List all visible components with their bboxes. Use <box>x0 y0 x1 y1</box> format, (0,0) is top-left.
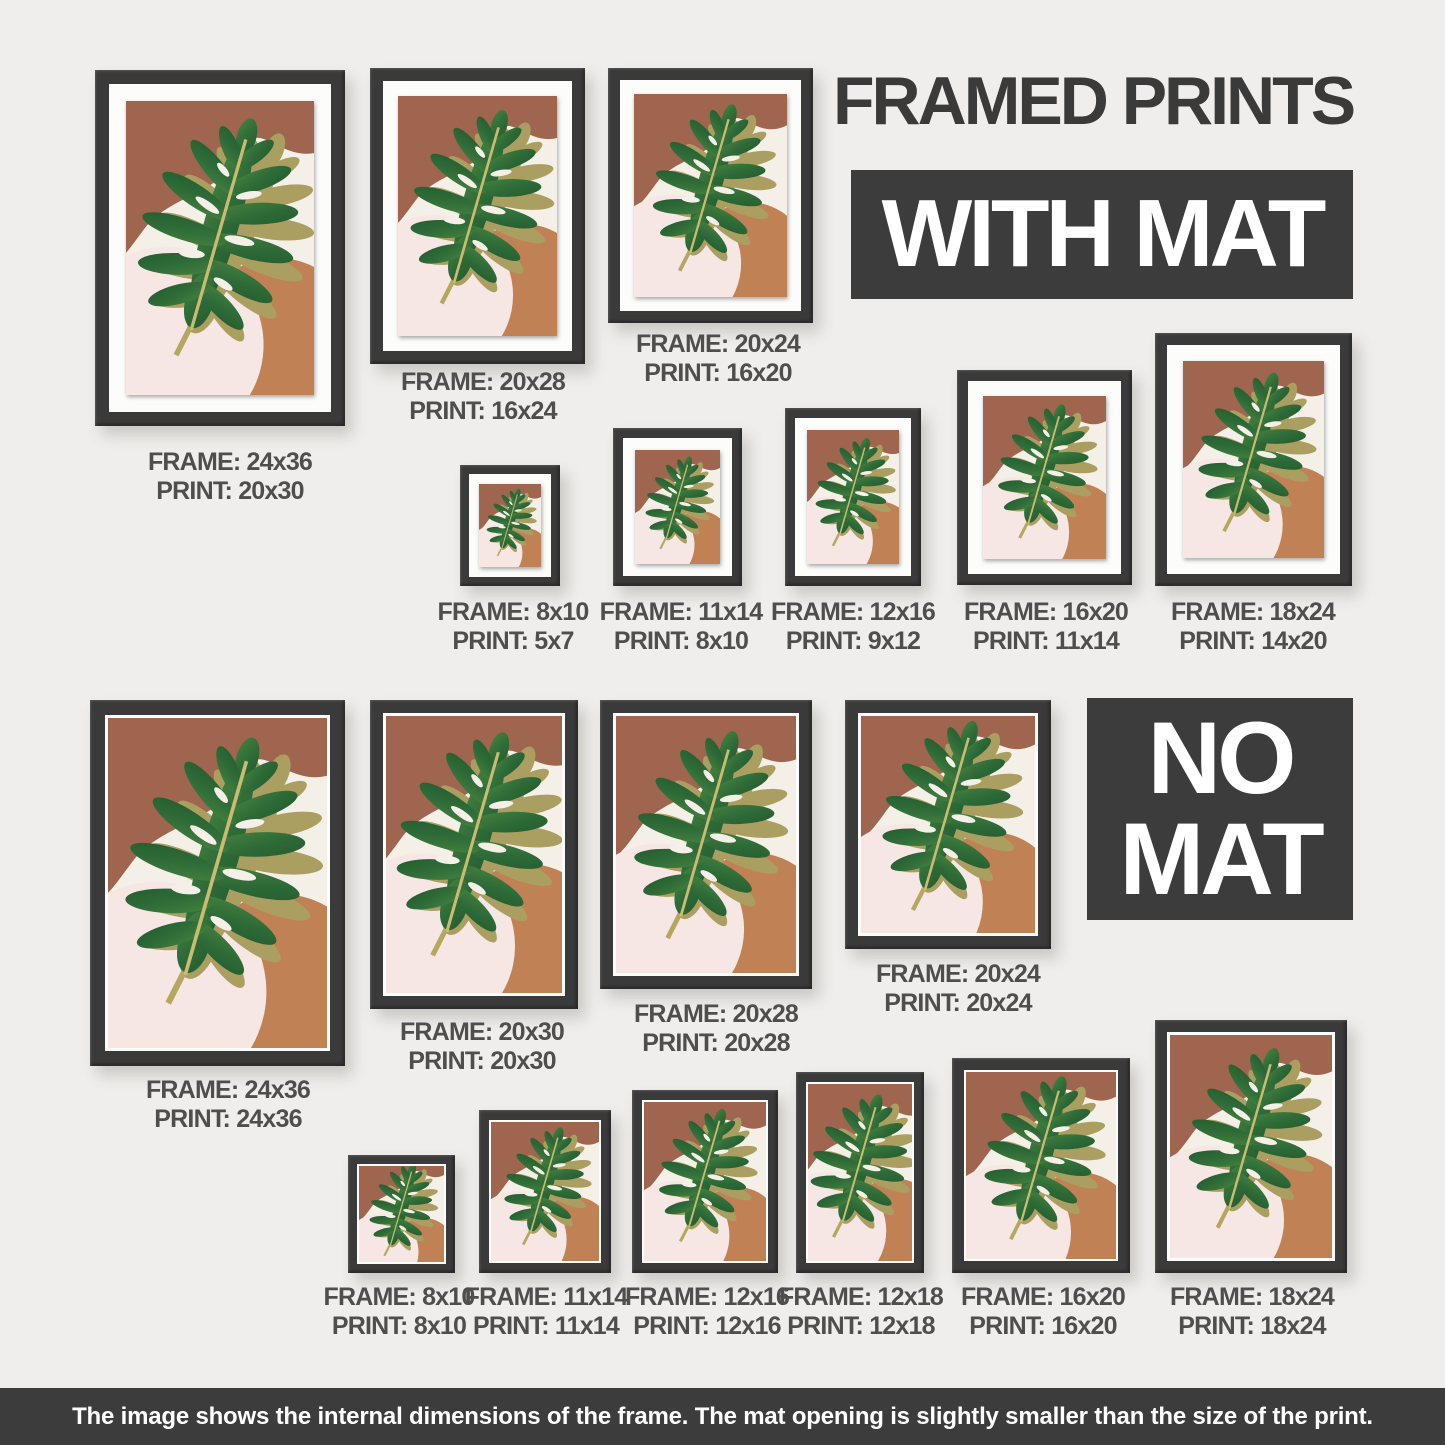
mat-board <box>968 381 1121 574</box>
no-mat-line2: MAT <box>1119 802 1321 916</box>
monstera-print-artwork <box>479 484 541 567</box>
no-mat-frame-18x24 <box>1155 1020 1347 1273</box>
print-size: PRINT: 16x24 <box>409 397 557 425</box>
print-size: PRINT: 24x36 <box>154 1105 302 1133</box>
size-label <box>771 598 935 656</box>
monstera-print-artwork <box>386 716 562 993</box>
size-label <box>324 1283 475 1341</box>
no-mat-heading <box>1087 698 1353 920</box>
frame-size: FRAME: 12x18 <box>778 1283 944 1311</box>
frame-size: FRAME: 20x28 <box>400 368 566 396</box>
monstera-print-artwork <box>1170 1035 1332 1258</box>
with-mat-frame-16x20 <box>957 370 1132 585</box>
frame-lip <box>964 1070 1118 1261</box>
frame-lip <box>1167 1032 1335 1261</box>
print-size: PRINT: 20x28 <box>642 1029 790 1057</box>
frame-size: FRAME: 12x16 <box>624 1283 790 1311</box>
frame-size: FRAME: 12x16 <box>770 598 936 626</box>
print-size: PRINT: 5x7 <box>452 627 574 655</box>
size-label <box>961 1283 1125 1341</box>
disclaimer-text: The image shows the internal dimensions of the frame. The mat opening is slightly smaller than the size of the print. <box>72 1402 1373 1430</box>
monstera-print-artwork <box>126 101 314 395</box>
monstera-print-artwork <box>644 1102 766 1261</box>
print-size: PRINT: 12x16 <box>633 1312 781 1340</box>
mat-board <box>795 418 911 576</box>
monstera-print-artwork <box>807 430 899 564</box>
print-size: PRINT: 9x12 <box>785 627 921 655</box>
frame-size: FRAME: 8x10 <box>437 598 589 626</box>
with-mat-frame-11x14 <box>613 428 742 586</box>
no-mat-frame-12x18 <box>796 1072 924 1273</box>
with-mat-frame-24x36 <box>95 70 345 426</box>
print-size: PRINT: 8x10 <box>331 1312 467 1340</box>
frame-lip <box>489 1120 601 1263</box>
print-size: PRINT: 18x24 <box>1178 1312 1326 1340</box>
no-mat-frame-11x14 <box>479 1110 611 1273</box>
with-mat-frame-12x16 <box>785 408 921 586</box>
size-label <box>438 598 589 656</box>
frame-size: FRAME: 20x28 <box>633 1000 799 1028</box>
monstera-print-artwork <box>1183 361 1324 558</box>
size-label <box>465 1283 628 1341</box>
with-mat-frame-20x28 <box>370 68 585 364</box>
print-size: PRINT: 11x14 <box>472 1312 620 1340</box>
size-label <box>779 1283 943 1341</box>
disclaimer-bar <box>0 1388 1445 1445</box>
frame-lip <box>806 1082 914 1263</box>
monstera-print-artwork <box>635 450 720 564</box>
size-label <box>1171 598 1335 656</box>
size-label <box>625 1283 789 1341</box>
no-mat-line1: NO <box>1147 701 1293 815</box>
print-size: PRINT: 12x18 <box>787 1312 935 1340</box>
page-title: FRAMED PRINTS <box>832 63 1354 139</box>
monstera-print-artwork <box>861 716 1035 933</box>
no-mat-frame-20x24 <box>845 700 1051 949</box>
monstera-print-artwork <box>491 1122 599 1261</box>
monstera-print-artwork <box>108 718 327 1048</box>
no-mat-frame-12x16 <box>632 1090 778 1273</box>
mat-board <box>623 438 732 576</box>
print-size: PRINT: 16x20 <box>644 359 792 387</box>
monstera-print-artwork <box>616 716 796 973</box>
frame-size: FRAME: 11x14 <box>464 1283 628 1311</box>
print-size: PRINT: 20x30 <box>156 477 304 505</box>
frame-size: FRAME: 8x10 <box>323 1283 475 1311</box>
monstera-print-artwork <box>966 1072 1116 1259</box>
with-mat-frame-20x24 <box>608 68 813 323</box>
monstera-print-artwork <box>808 1084 912 1261</box>
size-label <box>636 330 800 388</box>
size-label <box>964 598 1128 656</box>
frame-size: FRAME: 16x20 <box>960 1283 1126 1311</box>
mat-board <box>1167 345 1340 574</box>
mat-board <box>469 474 551 577</box>
frame-size: FRAME: 24x36 <box>145 1076 311 1104</box>
frame-size: FRAME: 11x14 <box>599 598 763 626</box>
no-mat-frame-20x28 <box>600 700 812 989</box>
size-label <box>148 448 312 506</box>
monstera-print-artwork <box>398 96 557 336</box>
frame-lip <box>357 1164 446 1264</box>
mat-board <box>383 81 572 351</box>
size-label <box>400 1018 564 1076</box>
size-label <box>600 598 763 656</box>
size-label <box>876 960 1040 1018</box>
with-mat-frame-8x10 <box>460 465 560 586</box>
print-size: PRINT: 20x30 <box>408 1047 556 1075</box>
frame-size: FRAME: 18x24 <box>1169 1283 1335 1311</box>
size-label <box>401 368 565 426</box>
no-mat-frame-8x10 <box>348 1155 455 1273</box>
mat-board <box>109 84 331 412</box>
frame-size: FRAME: 20x30 <box>399 1018 565 1046</box>
print-size: PRINT: 14x20 <box>1179 627 1327 655</box>
no-mat-frame-24x36 <box>90 700 345 1066</box>
with-mat-heading: WITH MAT <box>851 170 1353 299</box>
size-label <box>634 1000 798 1058</box>
frame-size: FRAME: 16x20 <box>963 598 1129 626</box>
frame-size: FRAME: 24x36 <box>147 448 313 476</box>
monstera-print-artwork <box>634 94 787 297</box>
print-size: PRINT: 20x24 <box>884 989 1032 1017</box>
with-mat-frame-18x24 <box>1155 333 1352 586</box>
monstera-print-artwork <box>983 396 1106 559</box>
size-label <box>1170 1283 1334 1341</box>
frame-size: FRAME: 20x24 <box>875 960 1041 988</box>
no-mat-frame-16x20 <box>952 1058 1130 1273</box>
frame-size: FRAME: 20x24 <box>635 330 801 358</box>
frame-lip <box>613 713 799 976</box>
frame-lip <box>858 713 1038 936</box>
size-label <box>146 1076 310 1134</box>
frame-lip <box>105 715 330 1051</box>
frame-lip <box>383 713 565 996</box>
print-size: PRINT: 11x14 <box>972 627 1120 655</box>
mat-board <box>620 80 801 311</box>
no-mat-frame-20x30 <box>370 700 578 1009</box>
frame-lip <box>642 1100 768 1263</box>
print-size: PRINT: 16x20 <box>969 1312 1117 1340</box>
frame-size: FRAME: 18x24 <box>1170 598 1336 626</box>
print-size: PRINT: 8x10 <box>613 627 749 655</box>
monstera-print-artwork <box>359 1166 444 1262</box>
